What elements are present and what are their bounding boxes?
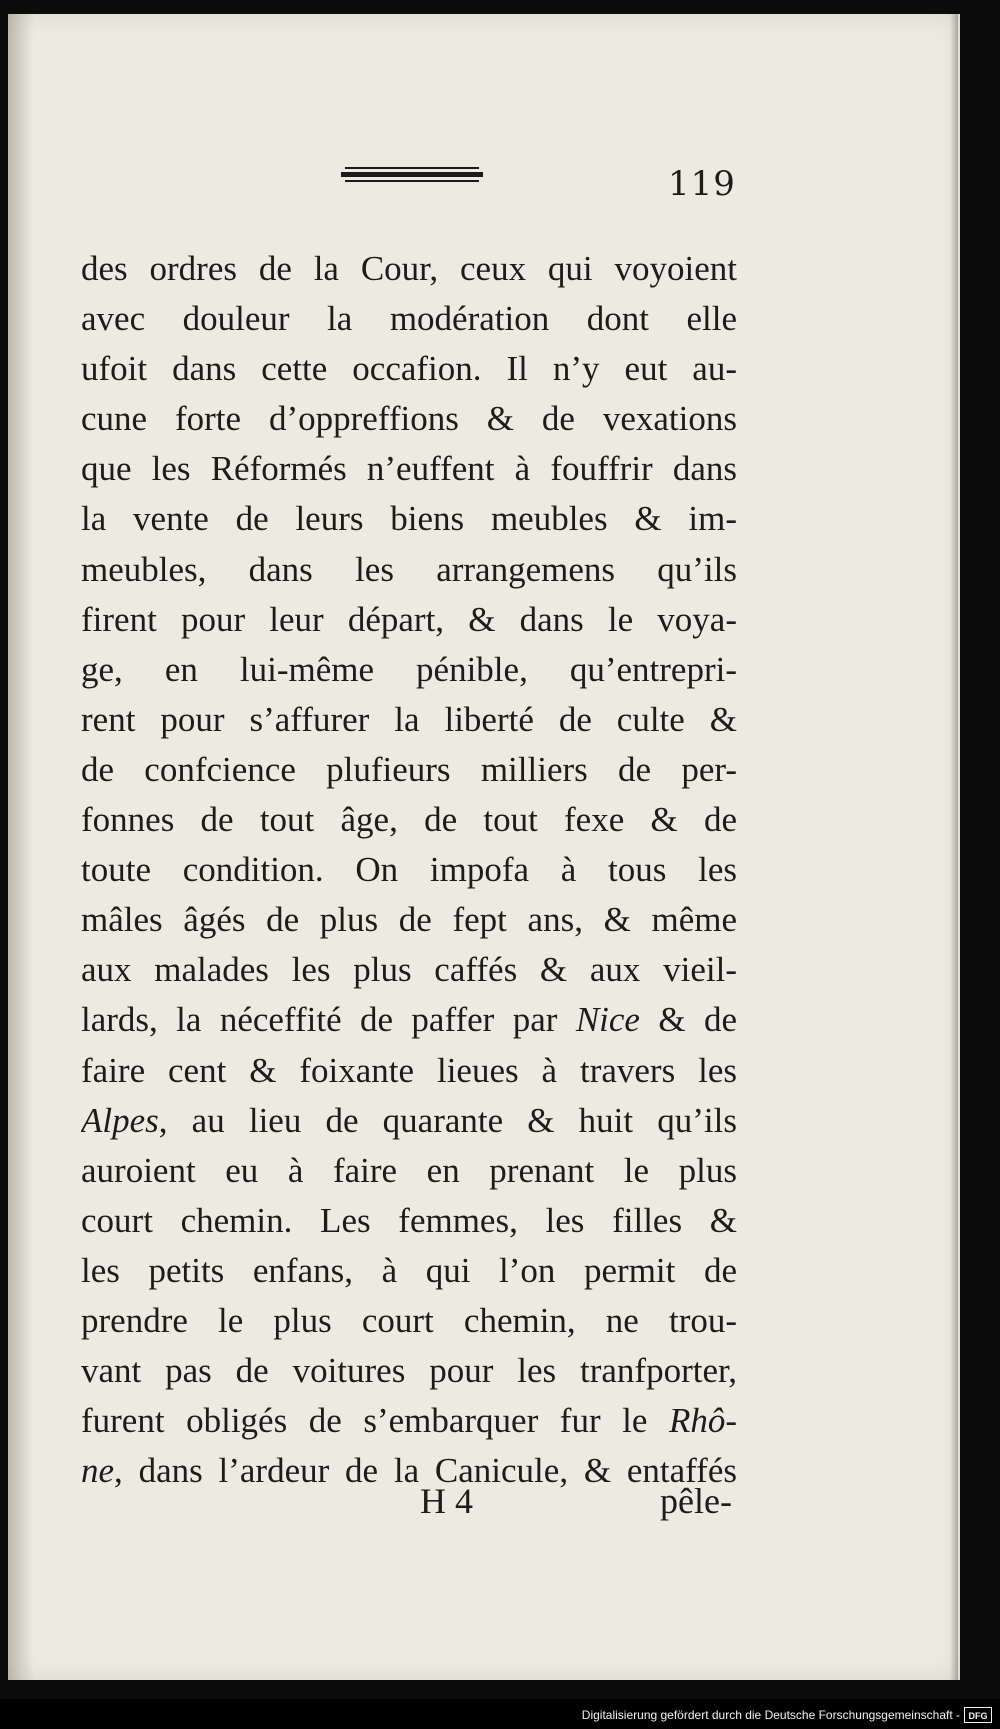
text-line: les petits enfans, à qui l’on permit de <box>81 1250 737 1290</box>
text-line: cune forte d’oppreffions & de vexations <box>81 399 737 439</box>
catchword: pêle- <box>660 1481 732 1521</box>
page-edge-shadow <box>950 14 958 1680</box>
text-line: lards, la néceffité de paffer par Nice & de <box>81 1000 737 1040</box>
text-line: de confcience plufieurs milliers de per- <box>81 749 737 789</box>
dfg-logo-icon: DFG <box>964 1707 992 1723</box>
book-page <box>8 14 960 1680</box>
place-name-rhone-cont: ne <box>81 1451 115 1491</box>
page-number: 119 <box>668 164 736 204</box>
text-line: Alpes, au lieu de quarante & huit qu’ils <box>81 1100 737 1140</box>
text-line: firent pour leur départ, & dans le voya- <box>81 599 737 639</box>
text-line: des ordres de la Cour, ceux qui voyoient <box>81 249 737 288</box>
text-line: avec douleur la modération dont elle <box>81 299 737 339</box>
text-line: furent obligés de s’embarquer fur le Rhô- <box>81 1401 737 1441</box>
text-line: vant pas de voitures pour les tranfporter, <box>81 1351 737 1391</box>
gutter-shadow <box>8 14 34 1680</box>
credit-text: Digitalisierung gefördert durch die Deutsche Forschungsgemeinschaft - <box>581 1708 960 1722</box>
place-name-rhone: Rhô- <box>668 1401 737 1441</box>
body-text <box>81 244 737 1496</box>
place-name-nice: Nice <box>575 1000 640 1040</box>
digitization-credit-bar <box>0 1699 1000 1729</box>
text-line: court chemin. Les femmes, les filles & <box>81 1200 737 1240</box>
text-line: faire cent & foixante lieues à travers les <box>81 1050 737 1090</box>
text-line: que les Réformés n’euffent à fouffrir dans <box>81 449 737 489</box>
text-line: prendre le plus court chemin, ne trou- <box>81 1300 737 1340</box>
text-line: auroient eu à faire en prenant le plus <box>81 1150 737 1190</box>
text-line: fonnes de tout âge, de tout fexe & de <box>81 800 737 840</box>
text-line: ufoit dans cette occafion. Il n’y eut au- <box>81 349 737 389</box>
text-line: meubles, dans les arrangemens qu’ils <box>81 549 737 589</box>
text-line: la vente de leurs biens meubles & im- <box>81 499 737 539</box>
text-line: aux malades les plus caffés & aux vieil- <box>81 950 737 990</box>
text-line: rent pour s’affurer la liberté de culte & <box>81 699 737 739</box>
header-ornament-rule <box>341 167 483 183</box>
text-line: toute condition. On impofa à tous les <box>81 850 737 890</box>
signature-mark: H 4 <box>420 1481 473 1521</box>
place-name-alpes: Alpes <box>81 1100 159 1140</box>
page-footer <box>8 1480 960 1530</box>
text-line: mâles âgés de plus de fept ans, & même <box>81 900 737 940</box>
text-line: ne, dans l’ardeur de la Canicule, & entaffés <box>81 1451 737 1491</box>
text-line: ge, en lui-même pénible, qu’entrepri- <box>81 649 737 689</box>
